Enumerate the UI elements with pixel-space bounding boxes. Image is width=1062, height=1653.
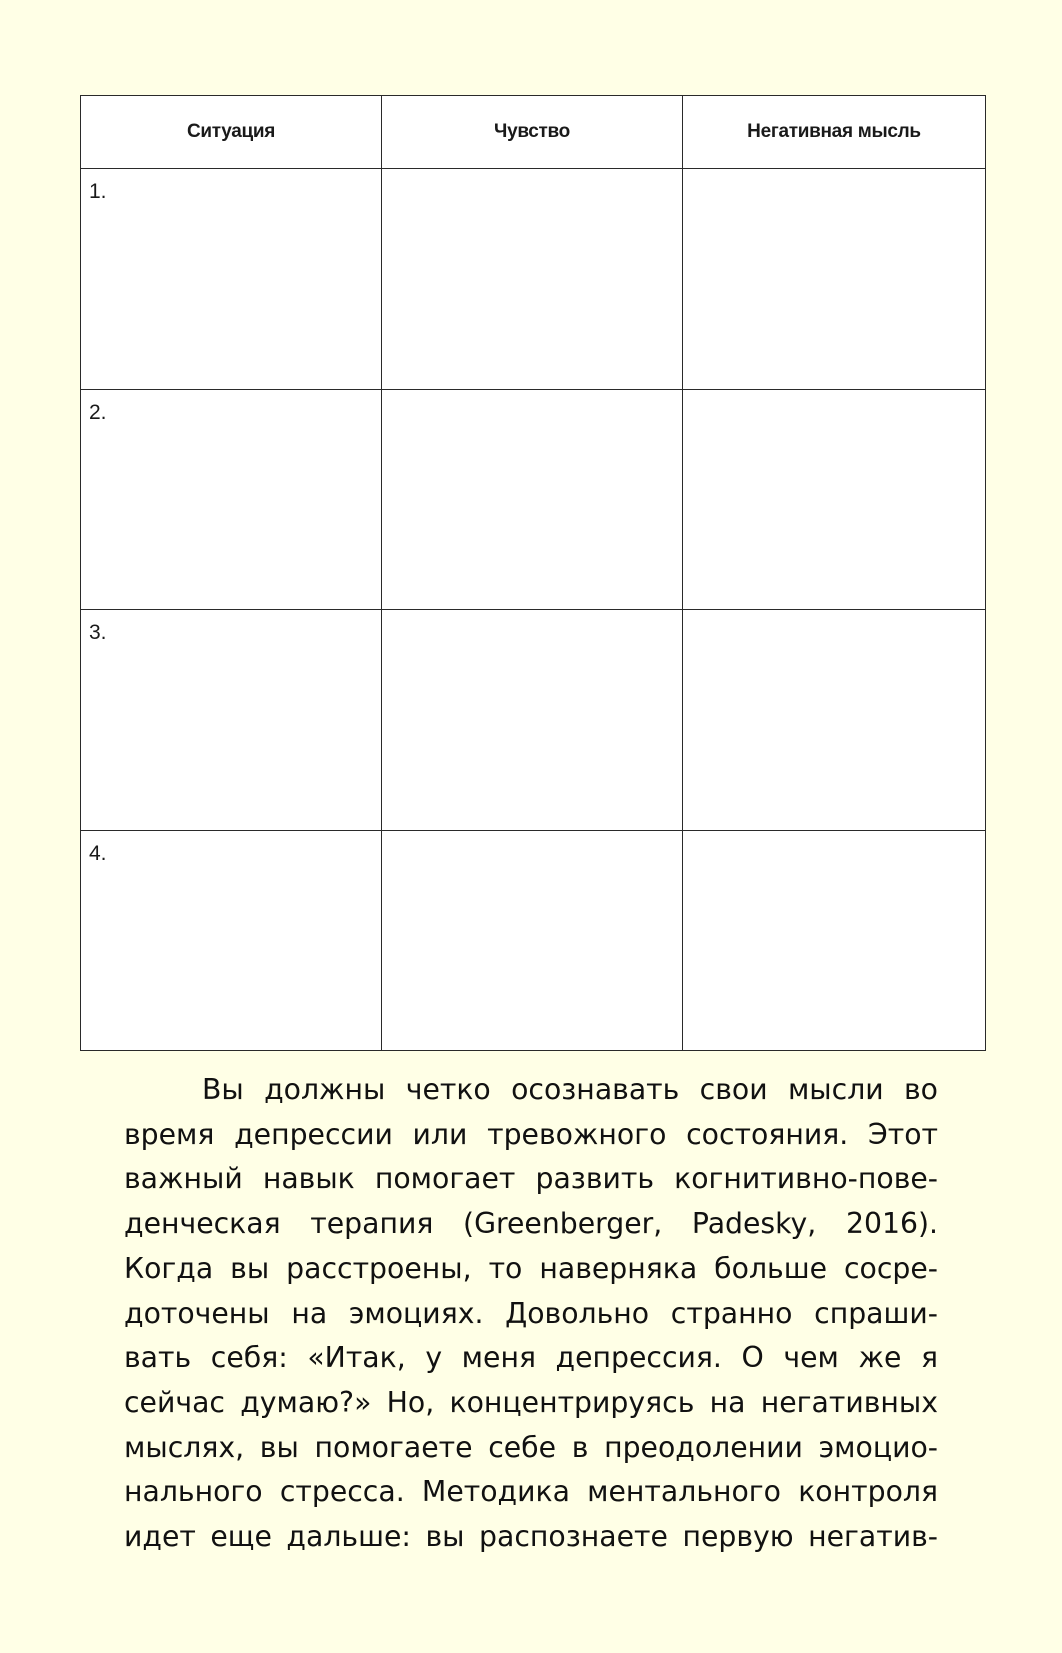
- header-negative-thought: Негативная мысль: [683, 96, 986, 169]
- row-number: 3.: [89, 621, 107, 644]
- table-row: [81, 389, 986, 610]
- paragraph-line: сейчас думаю?» Но, концентрируясь на негативных: [124, 1385, 938, 1419]
- situation-cell: [81, 389, 382, 610]
- negative-thought-cell: [683, 389, 986, 610]
- paragraph-line: доточены на эмоциях. Довольно странно спраши-: [124, 1296, 938, 1330]
- feeling-cell: [382, 389, 683, 610]
- negative-thought-cell: [683, 830, 986, 1051]
- thought-record-table: [80, 95, 986, 1051]
- paragraph-line: идет еще дальше: вы распознаете первую негатив-: [124, 1520, 938, 1554]
- table-row: [81, 610, 986, 831]
- feeling-cell: [382, 610, 683, 831]
- negative-thought-cell: [683, 610, 986, 831]
- row-number: 2.: [89, 400, 107, 424]
- situation-cell: [81, 610, 382, 831]
- table-row: [81, 830, 986, 1051]
- row-number: 1.: [89, 180, 107, 203]
- paragraph-line: денческая терапия (Greenberger, Padesky, 2016).: [124, 1207, 938, 1241]
- paragraph-line: мыслях, вы помогаете себе в преодолении эмоцио-: [124, 1430, 938, 1464]
- paragraph-line: время депрессии или тревожного состояния. Этот: [124, 1117, 938, 1151]
- body-paragraph: [124, 1068, 938, 1560]
- situation-cell: [81, 169, 382, 390]
- row-number: 4.: [89, 841, 107, 865]
- header-feeling: Чувство: [382, 96, 683, 169]
- negative-thought-cell: [683, 169, 986, 390]
- paragraph-line: важный навык помогает развить когнитивно-пове-: [124, 1162, 938, 1196]
- paragraph-line: вать себя: «Итак, у меня депрессия. О чем же я: [124, 1341, 938, 1375]
- situation-cell: [81, 830, 382, 1051]
- feeling-cell: [382, 830, 683, 1051]
- paragraph-line: Вы должны четко осознавать свои мысли во: [202, 1073, 938, 1106]
- feeling-cell: [382, 169, 683, 390]
- table-header-row: [81, 96, 986, 169]
- paragraph-line: Когда вы расстроены, то наверняка больше сосре-: [124, 1251, 938, 1285]
- header-situation: Ситуация: [81, 96, 382, 169]
- table-row: [81, 169, 986, 390]
- paragraph-line: нального стресса. Методика ментального контроля: [124, 1475, 938, 1509]
